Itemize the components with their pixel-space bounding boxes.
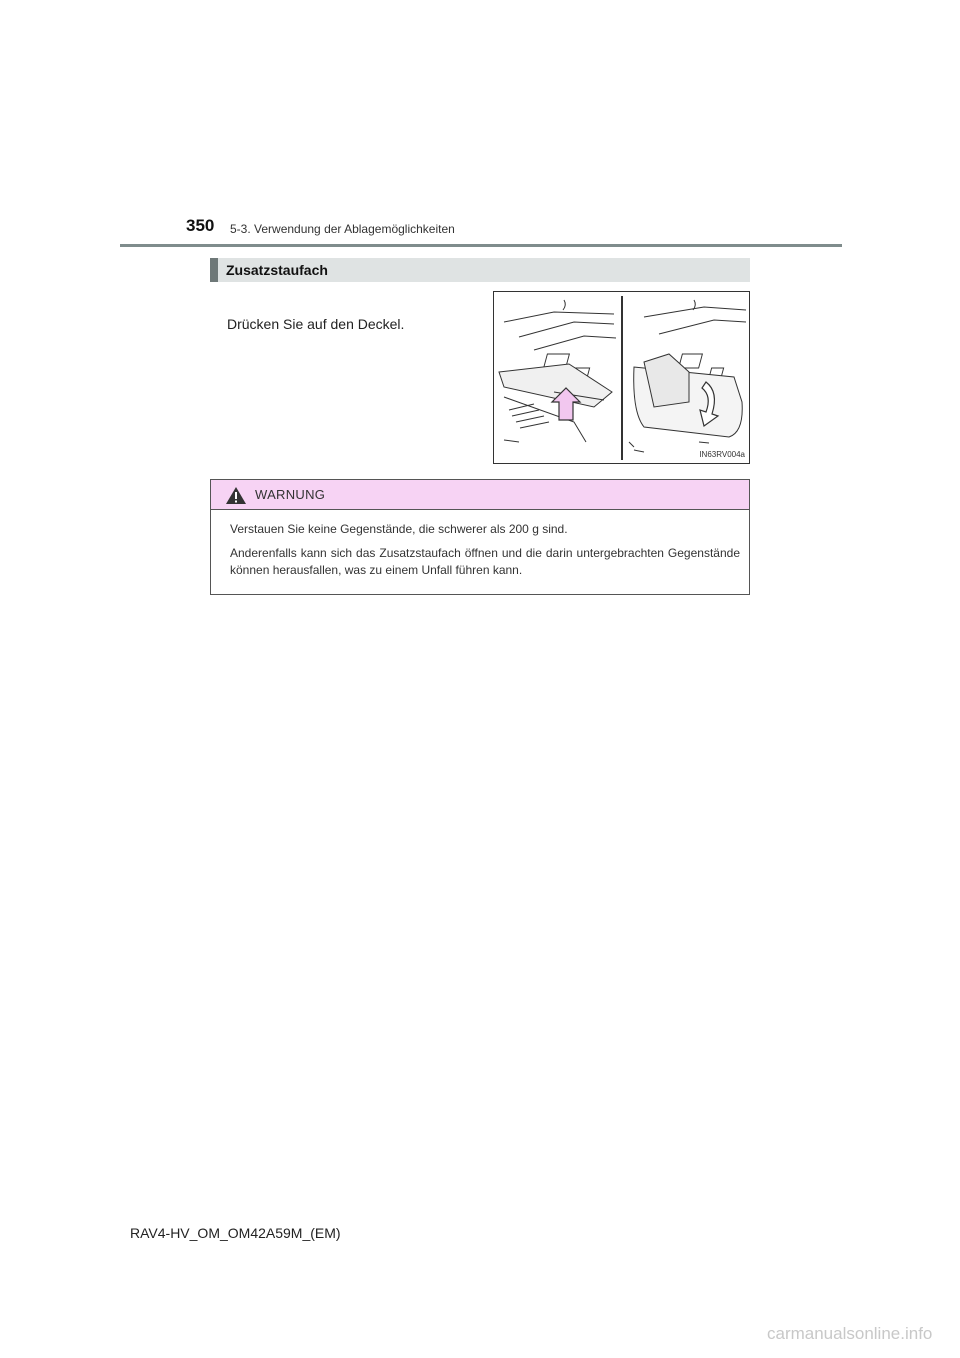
warning-text-2: Anderenfalls kann sich das Zusatzstaufach öffnen und die darin untergebrachten Gegenstände können herausfallen, was zu einem Unfall führen kann. [230, 546, 740, 577]
footer-doc-code: RAV4-HV_OM_OM42A59M_(EM) [130, 1225, 341, 1241]
header-rule [120, 244, 842, 247]
warning-title: WARNUNG [255, 487, 326, 502]
warning-box [210, 479, 750, 595]
section-heading-bar [210, 258, 750, 282]
chapter-title: 5-3. Verwendung der Ablagemöglichkeiten [230, 222, 455, 236]
illustration-drawing [494, 292, 750, 464]
warning-triangle-icon [225, 486, 247, 505]
watermark[interactable]: carmanualsonline.info [767, 1324, 933, 1343]
storage-illustration [493, 291, 750, 464]
section-title: Zusatzstaufach [226, 262, 328, 278]
page-number: 350 [186, 216, 215, 235]
figure-code: IN63RV004a [699, 450, 745, 459]
instruction-text: Drücken Sie auf den Deckel. [227, 316, 405, 332]
warning-text-1: Verstauen Sie keine Gegenstände, die schwerer als 200 g sind. [230, 522, 568, 536]
warning-header [211, 480, 749, 510]
